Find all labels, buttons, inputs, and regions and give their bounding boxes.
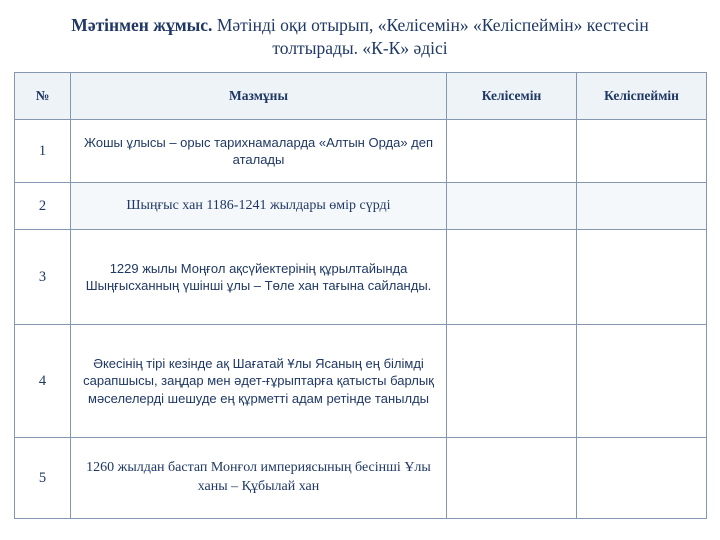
row-content: Әкесінің тірі кезінде ақ Шағатай Ұлы Ясаның ең білімді сарапшысы, заңдар мен әдет-ғұрыптарға қатысты барлық мәселелерді шешуде ең құрметті адам ретінде танылды [71, 325, 447, 438]
table-row [15, 183, 707, 230]
row-disagree-cell[interactable] [577, 325, 707, 438]
page-title-rest: Мәтінді оқи отырып, «Келісемін» «Келіспеймін» кестесін толтырады. «К-К» әдісі [212, 15, 649, 59]
row-content: 1229 жылы Моңғол ақсүйектерінің құрылтайында Шыңғысханның үшінші ұлы – Төле хан тағына сайланды. [71, 230, 447, 325]
row-content: Шыңғыс хан 1186-1241 жылдары өмір сүрді [71, 183, 447, 230]
row-number: 3 [15, 230, 71, 325]
page-title [32, 14, 688, 60]
row-agree-cell[interactable] [447, 183, 577, 230]
table-row [15, 438, 707, 519]
table-row [15, 230, 707, 325]
column-header-content: Мазмұны [71, 73, 447, 120]
column-header-agree: Келісемін [447, 73, 577, 120]
row-content: Жошы ұлысы – орыс тарихнамаларда «Алтын Орда» деп аталады [71, 120, 447, 183]
row-number: 2 [15, 183, 71, 230]
row-agree-cell[interactable] [447, 230, 577, 325]
row-content: 1260 жылдан бастап Монғол империясының бесінші Ұлы ханы – Құбылай хан [71, 438, 447, 519]
row-disagree-cell[interactable] [577, 183, 707, 230]
row-number: 5 [15, 438, 71, 519]
row-number: 4 [15, 325, 71, 438]
row-disagree-cell[interactable] [577, 120, 707, 183]
page-title-lead: Мәтінмен жұмыс. [71, 15, 213, 35]
row-agree-cell[interactable] [447, 120, 577, 183]
row-disagree-cell[interactable] [577, 230, 707, 325]
row-disagree-cell[interactable] [577, 438, 707, 519]
column-header-number: № [15, 73, 71, 120]
table-row [15, 120, 707, 183]
column-header-disagree: Келіспеймін [577, 73, 707, 120]
row-agree-cell[interactable] [447, 438, 577, 519]
row-agree-cell[interactable] [447, 325, 577, 438]
row-number: 1 [15, 120, 71, 183]
table-row [15, 325, 707, 438]
agree-disagree-table [14, 72, 707, 519]
table-header-row [15, 73, 707, 120]
